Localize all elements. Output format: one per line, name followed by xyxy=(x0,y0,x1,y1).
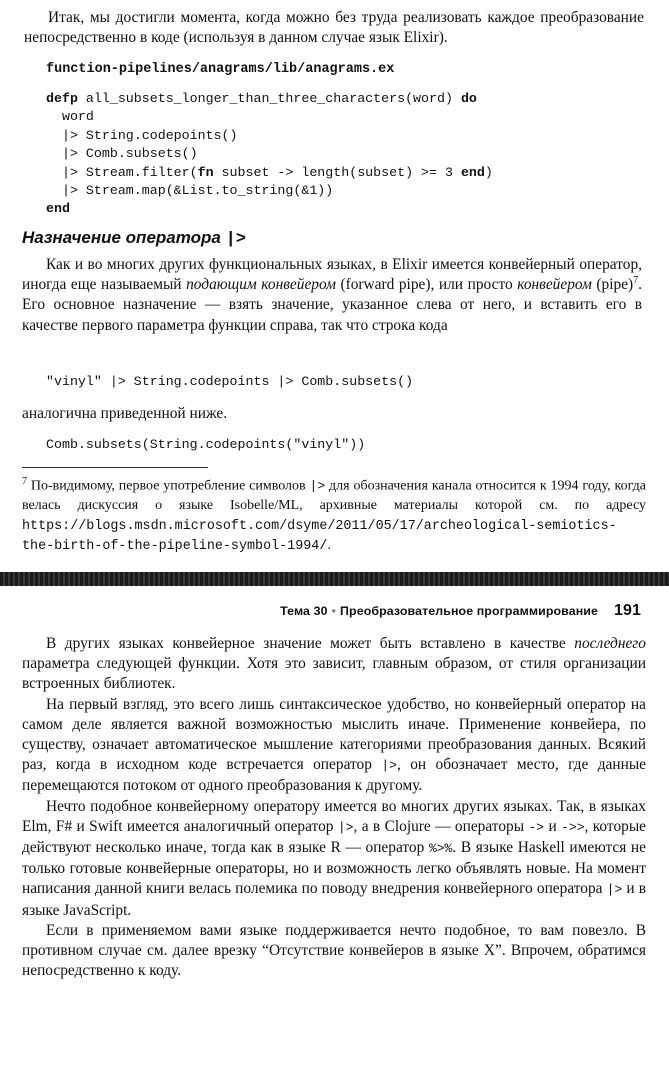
code-line: |> Stream.map(&List.to_string(&1)) xyxy=(46,183,334,199)
para-text: (pipe) xyxy=(591,276,634,294)
code-line: |> Comb.subsets() xyxy=(46,146,198,162)
body-text xyxy=(22,634,646,981)
code-keyword: end xyxy=(460,164,485,180)
code-example-nested: Comb.subsets(String.codepoints("vinyl")) xyxy=(46,437,366,452)
para-text: . В языке Haskell имеются не только готовые конвейерные операторы, но и возможность легко объявлять новые. На момент написания данной книги велась полемика по поводу внедрения конвейерного оператора xyxy=(22,839,646,898)
code-text: subset -> length(subset) >= 3 xyxy=(213,164,461,180)
footnote-text: для обозначения канала относится к 1994 году, когда велась дискуссия о языке Isobelle/ML, архивные материалы которой см. по адресу xyxy=(22,478,646,514)
inline-operator: |> xyxy=(381,758,397,774)
code-keyword: end xyxy=(46,201,70,217)
page-divider xyxy=(0,572,669,586)
footnote-ref: 7 xyxy=(633,275,639,287)
code-listing xyxy=(46,90,493,219)
para-text: . Его основное назначение — взять значение, указанное слева от него, и вставить его в качестве первого параметра функции справа, так что строка кода xyxy=(22,276,642,334)
para-text: , а в Clojure — операторы xyxy=(353,817,529,835)
footnote-text: . xyxy=(327,538,331,554)
paragraph-2 xyxy=(22,695,646,797)
running-head xyxy=(280,602,641,620)
bottom-page xyxy=(0,588,669,1068)
paragraph-4: Если в применяемом вами языке поддерживается нечто подобное, то вам повезло. В противном случае см. далее врезку “Отсутствие конвейеров в языке X”. Впрочем, обратимся непосредственно к коду. xyxy=(22,921,646,980)
footnote xyxy=(22,472,646,557)
code-text: all_subsets_longer_than_three_characters(word) xyxy=(77,91,461,106)
footnote-operator: |> xyxy=(309,478,326,494)
para-text: Как и во многих других функциональных языках, в Elixir имеется конвейерный оператор, иногда еще называемый xyxy=(22,256,642,294)
para-text: В других языках конвейерное значение может быть вставлено в качестве xyxy=(46,635,575,652)
para-text: На первый взгляд, это всего лишь синтаксическое удобство, но конвейерный оператор на самом деле является важной возможностью мыслить иначе. Применение конвейера, по существу, означает автоматическое мышление категориями преобразования данных. Всякий раз, когда в исходном коде встречается оператор xyxy=(22,695,646,774)
pipe-paragraph xyxy=(22,255,642,336)
code-line: |> String.codepoints() xyxy=(46,127,238,143)
code-line: word xyxy=(46,109,94,125)
para-text: параметра следующей функции. Хотя это зависит, главным образом, от стиля организации встроенных библиотек. xyxy=(22,655,646,693)
inline-operator: -> xyxy=(528,819,545,835)
running-head-section: Преобразовательное программирование xyxy=(340,604,598,618)
code-text: ) xyxy=(484,164,493,180)
page-number: 191 xyxy=(614,602,641,619)
para-text: и в языке JavaScript. xyxy=(22,880,647,919)
inline-operator: |> xyxy=(606,882,623,898)
para-text: (forward pipe), или просто xyxy=(335,276,518,294)
code-keyword: do xyxy=(460,91,477,106)
running-head-separator: • xyxy=(331,604,337,618)
footnote-url[interactable]: https://blogs.msdn.microsoft.com/dsyme/2011/05/17/archeological-semiotics-the-birth-of-the-pipeline-symbol-1994/ xyxy=(22,518,617,555)
inline-operator: %>% xyxy=(428,841,453,857)
code-file-path: function-pipelines/anagrams/lib/anagrams.ex xyxy=(46,62,395,77)
heading-operator: |> xyxy=(225,230,246,249)
para-term: конвейером xyxy=(517,276,592,294)
para-text: , он обозначает место, где данные перемещаются потоком от одного преобразования к другому. xyxy=(22,756,647,795)
paragraph-1 xyxy=(22,634,646,695)
footnote-rule xyxy=(22,467,208,468)
paragraph-3 xyxy=(22,797,646,921)
code-keyword: defp xyxy=(46,91,78,106)
para-emphasis: последнего xyxy=(574,635,646,652)
footnote-number: 7 xyxy=(22,476,27,487)
footnote-text: По-видимому, первое употребление символов xyxy=(27,478,310,494)
para-text: , которые действуют несколько иначе, тогда как в языке R — оператор xyxy=(22,817,647,857)
intro-paragraph: Итак, мы достигли момента, когда можно без труда реализовать каждое преобразование непосредственно в коде (используя в данном случае язык Elixir). xyxy=(24,9,644,47)
code-example-pipe: "vinyl" |> String.codepoints |> Comb.subsets() xyxy=(46,374,414,389)
inline-operator: ->> xyxy=(561,819,585,835)
section-heading xyxy=(22,228,246,249)
heading-text: Назначение оператора xyxy=(22,228,226,247)
para-text: Нечто подобное конвейерному оператору имеется во многих других языках. Так, в языках Elm, F# и Swift имеется аналогичный оператор xyxy=(22,797,646,835)
para-text: и xyxy=(544,817,562,835)
after-example-text: аналогична приведенной ниже. xyxy=(22,405,228,422)
running-head-topic: Тема 30 xyxy=(280,604,328,618)
code-keyword: fn xyxy=(197,164,214,180)
code-text: |> Stream.filter( xyxy=(46,164,198,180)
inline-operator: |> xyxy=(337,819,354,835)
para-term: подающим конвейером xyxy=(186,276,336,294)
